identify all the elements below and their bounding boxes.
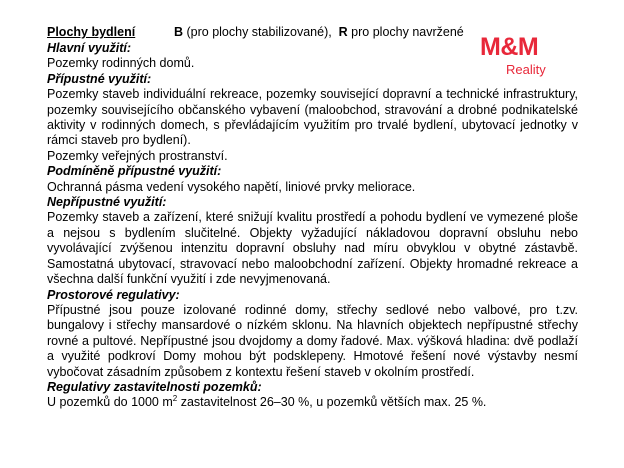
allowed-use-heading: Přípustné využití: (47, 71, 152, 86)
regulation-text (47, 25, 578, 411)
allowed-use-text: Pozemky staveb individuální rekreace, pozemky související dopravní a technické infrastruktury, pozemky souvisejícího občanského vybavení (maloobchod, stravování a drobné podnikatelské aktivity v rodinných domech, s převládajícím využitím pro trvalé bydlení, ubytovací jednotky v rámci staveb pro bydlení). (47, 87, 578, 148)
forbidden-use-heading: Nepřípustné využití: (47, 195, 167, 210)
spatial-regulations-text: Přípustné jsou pouze izolované rodinné domy, střechy sedlové nebo valbové, pro t.zv. bungalovy i střechy mansardové o nízkém sklonu. Na hlavních objektech nepřípustné střechy rovné a pultové. Nepřípustné jsou dvojdomy a domy řadové. Max. výšková hladina: dvě podlaží a využité podkroví Domy mohou být podsklepeny. Hmotové řešení nové výstavby nesmí vybočovat zásadním způsobem z kontextu řešení staveb v okolním prostředí. (47, 302, 578, 379)
header-line (47, 25, 578, 41)
density-text-before: U pozemků do 1000 m (47, 395, 173, 410)
density-regulations-text (47, 395, 578, 410)
main-use-heading: Hlavní využití: (47, 41, 132, 55)
density-text-after: zastavitelnost 26–30 %, u pozemků větších max. 25 %. (177, 395, 487, 410)
logo-mark: M&M (480, 33, 539, 61)
logo-subtitle: Reality (506, 62, 546, 77)
allowed-use-text-2: Pozemky veřejných prostranství. (47, 148, 228, 163)
main-use-text: Pozemky rodinných domů. (47, 56, 195, 71)
legend-b-letter: B (174, 25, 184, 39)
density-superscript: 2 (172, 394, 178, 404)
document-title: Plochy bydlení (47, 25, 136, 39)
spatial-regulations-heading: Prostorové regulativy: (47, 287, 180, 302)
legend (174, 25, 464, 40)
conditional-use-text: Ochranná pásma vedení vysokého napětí, liniové prvky meliorace. (47, 179, 416, 194)
forbidden-use-text: Pozemky staveb a zařízení, které snižují kvalitu prostředí a pohodu bydlení ve vymezené ploše a nejsou s bydlením slučitelné. Objekty vyžadující nákladovou dopravní obsluhu nebo vyvolávající zvýšenou intenzitu dopravní obsluhy nad míru obvyklou v obytné zástavbě. Samostatná ubytovací, stravovací nebo maloobchodní zařízení. Objekty hromadné rekreace a všechna další funkční využití i zde nevyjmenovaná. (47, 210, 578, 287)
legend-b-text: (pro plochy stabilizované), (183, 25, 332, 39)
conditional-use-heading: Podmíněně přípustné využití: (47, 164, 222, 179)
density-regulations-heading: Regulativy zastavitelnosti pozemků: (47, 379, 262, 394)
legend-r-letter: R (338, 25, 348, 39)
legend-r-text: pro plochy navržené (347, 25, 464, 39)
